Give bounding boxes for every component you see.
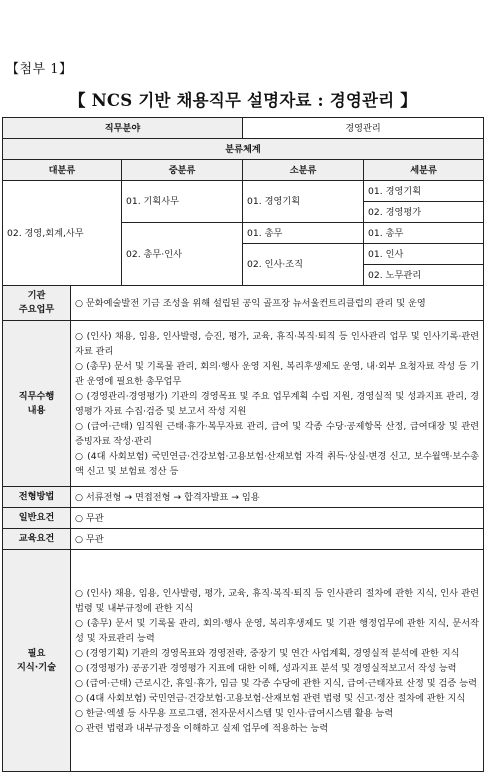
skills-label-line1: 필요: [27, 647, 46, 659]
major-category: 02. 경영,회계,사무: [3, 181, 122, 286]
general-requirement-text: ○ 무관: [71, 508, 484, 529]
job-description-table: [2, 117, 484, 772]
duty-item: ○ (급여·근태) 임직원 근태·휴가·복무자료 관리, 급여 및 각종 수당·공제항목 산정, 급여대장 및 관련 증빙자료 작성·관리: [75, 420, 480, 447]
org-duty-label-line2: 주요업무: [18, 304, 55, 315]
skill-item: ○ (경영기획) 기관의 경영목표와 경영전략, 중장기 및 연간 사업계획, 경영실적 분석에 관한 지식: [75, 647, 460, 659]
attachment-label: 【첨부 1】: [6, 62, 73, 77]
field-value: 경영관리: [243, 118, 484, 139]
detail-category-4: 01. 인사: [364, 244, 484, 265]
skill-item: ○ (4대 사회보험) 국민연금·건강보험·고용보험·산재보험 관련 법령 및 신고·정산 절차에 관한 지식: [75, 692, 466, 704]
skill-item: ○ (경영평가) 공공기관 경영평가 지표에 대한 이해, 성과지표 분석 및 경영실적보고서 작성 능력: [75, 662, 457, 674]
skills-label: [3, 550, 71, 772]
minor-category-1: 01. 경영기획: [243, 181, 364, 223]
hire-method-label: 전형방법: [3, 487, 71, 508]
col-major: 대분류: [3, 160, 122, 181]
minor-category-2: 01. 총무: [243, 223, 364, 244]
org-duty-label-line1: 기관: [27, 290, 46, 301]
skills-content: [71, 550, 484, 772]
classification-label: 분류체계: [3, 139, 484, 160]
col-minor: 소분류: [243, 160, 364, 181]
org-duty-text: ○ 문화예술발전 기금 조성을 위해 설립된 공익 골프장 뉴서울컨트리클럽의 관리 및 운영: [71, 286, 484, 321]
duty-item: ○ (4대 사회보험) 국민연금·건강보험·고용보험·산재보험 자격 취득·상실·변경 신고, 보수월액·보수총액 신고 및 보험료 정산 등: [75, 450, 480, 477]
skill-item: ○ (총무) 문서 및 기록물 관리, 회의·행사 운영, 복리후생제도 및 기관 행정업무에 관한 지식, 문서작성 및 자료관리 능력: [75, 617, 480, 644]
education-requirement-text: ○ 무관: [71, 529, 484, 550]
duty-label-line1: 직무수행: [18, 390, 55, 402]
field-label: 직무분야: [3, 118, 243, 139]
org-duty-label: [3, 286, 71, 321]
duty-label-line2: 내용: [27, 404, 46, 416]
col-middle: 중분류: [122, 160, 243, 181]
hire-method-text: ○ 서류전형 → 면접전형 → 합격자발표 → 임용: [71, 487, 484, 508]
minor-category-3: 02. 인사·조직: [243, 244, 364, 286]
col-detail: 세분류: [364, 160, 484, 181]
skill-item: ○ 관련 법령과 내부규정을 이해하고 실제 업무에 적용하는 능력: [75, 722, 329, 734]
document-title: 【 NCS 기반 채용직무 설명자료 : 경영관리 】: [69, 91, 417, 110]
detail-category-5: 02. 노무관리: [364, 265, 484, 286]
duty-item: ○ (총무) 문서 및 기록물 관리, 회의·행사 운영 지원, 복리후생제도 운영, 내·외부 요청자료 작성 등 기관 운영에 필요한 총무업무: [75, 360, 480, 387]
detail-category-1: 01. 경영기획: [364, 181, 484, 202]
duty-content: [71, 321, 484, 487]
education-requirement-label: 교육요건: [3, 529, 71, 550]
skill-item: ○ (인사) 채용, 임용, 인사발령, 평가, 교육, 휴직·복직·퇴직 등 인사관리 절차에 관한 지식, 인사 관련 법령 및 내부규정에 관한 지식: [75, 587, 480, 614]
detail-category-3: 01. 총무: [364, 223, 484, 244]
general-requirement-label: 일반요건: [3, 508, 71, 529]
skill-item: ○ (급여·근태) 근로시간, 휴일·휴가, 임금 및 각종 수당에 관한 지식, 급여·근태자료 산정 및 검증 능력: [75, 677, 477, 689]
middle-category-2: 02. 총무·인사: [122, 223, 243, 286]
duty-label: [3, 321, 71, 487]
middle-category-1: 01. 기획사무: [122, 181, 243, 223]
detail-category-2: 02. 경영평가: [364, 202, 484, 223]
skills-label-line2: 지식·기술: [17, 661, 56, 673]
skill-item: ○ 한글·엑셀 등 사무용 프로그램, 전자문서시스템 및 인사·급여시스템 활용 능력: [75, 707, 394, 719]
duty-item: ○ (인사) 채용, 임용, 인사발령, 승진, 평가, 교육, 휴직·복직·퇴직 등 인사관리 업무 및 인사기록·관련 자료 관리: [75, 330, 480, 357]
duty-item: ○ (경영관리·경영평가) 기관의 경영목표 및 주요 업무계획 수립 지원, 경영실적 및 성과지표 관리, 경영평가 자료 수집·검증 및 보고서 작성 지원: [75, 390, 480, 417]
